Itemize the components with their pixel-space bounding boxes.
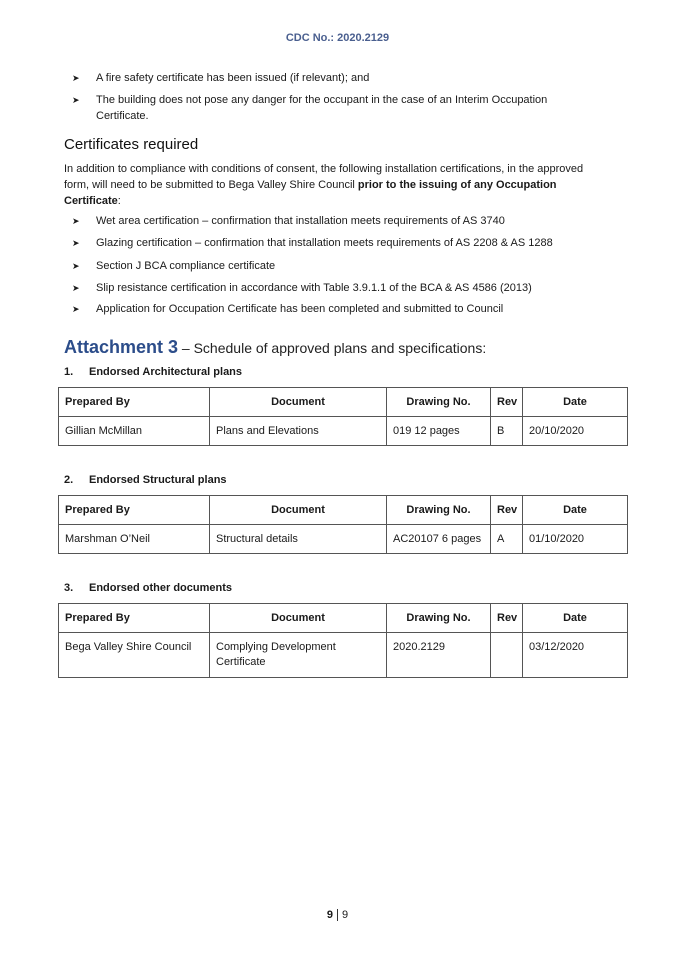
table-cell: Structural details [210, 525, 387, 554]
list-item [64, 258, 584, 274]
table-cell: Complying Development Certificate [210, 633, 387, 678]
table-row [59, 417, 628, 446]
table-row [59, 525, 628, 554]
list-item [64, 280, 584, 296]
table-row [59, 633, 628, 678]
arrow-bullet-icon: ➤ [72, 216, 80, 226]
section-title: Endorsed Architectural plans [89, 366, 243, 378]
section-number: 3. [64, 582, 74, 594]
list-item [64, 70, 584, 86]
plans-table [58, 387, 628, 446]
arrow-bullet-icon: ➤ [72, 73, 80, 83]
column-header: Document [210, 388, 387, 417]
plans-table [58, 603, 628, 678]
bullet-text: A fire safety certificate has been issued (if relevant); and [96, 72, 370, 84]
bullet-text: Section J BCA compliance certificate [96, 260, 276, 272]
certificates-heading: Certificates required [64, 136, 199, 153]
section-title: Endorsed Structural plans [89, 474, 227, 486]
bullet-text: Glazing certification – confirmation that installation meets requirements of AS 2208 & AS 1288 [96, 237, 553, 249]
column-header: Prepared By [59, 496, 210, 525]
footer-divider [337, 909, 338, 921]
column-header: Rev [491, 604, 523, 633]
table-cell: Marshman O’Neil [59, 525, 210, 554]
arrow-bullet-icon: ➤ [72, 95, 80, 105]
attachment-label: Attachment 3 [64, 337, 179, 357]
attachment-subtitle: – Schedule of approved plans and specifications: [178, 340, 487, 356]
bullet-text: Wet area certification – confirmation that installation meets requirements of AS 3740 [96, 215, 505, 227]
arrow-bullet-icon: ➤ [72, 238, 80, 248]
list-item [64, 301, 584, 317]
table-cell: 01/10/2020 [523, 525, 628, 554]
section-title: Endorsed other documents [89, 582, 233, 594]
column-header: Rev [491, 496, 523, 525]
table-header-row [59, 388, 628, 417]
page-number: 9 [326, 909, 333, 921]
page-total: 9 [342, 909, 349, 921]
list-item [64, 213, 584, 229]
plans-table [58, 495, 628, 554]
certificates-intro [64, 161, 584, 209]
table-cell: Plans and Elevations [210, 417, 387, 446]
attachment-heading [64, 337, 486, 358]
table-cell: 03/12/2020 [523, 633, 628, 678]
column-header: Rev [491, 388, 523, 417]
column-header: Prepared By [59, 388, 210, 417]
table-cell: Gillian McMillan [59, 417, 210, 446]
column-header: Drawing No. [387, 496, 491, 525]
table-cell: AC20107 6 pages [387, 525, 491, 554]
column-header: Date [523, 604, 628, 633]
table-cell: 20/10/2020 [523, 417, 628, 446]
bullet-text: Application for Occupation Certificate has been completed and submitted to Council [96, 303, 504, 315]
table-cell: Bega Valley Shire Council [59, 633, 210, 678]
table-cell [491, 633, 523, 678]
arrow-bullet-icon: ➤ [72, 283, 80, 293]
column-header: Drawing No. [387, 604, 491, 633]
column-header: Date [523, 496, 628, 525]
table-cell: 019 12 pages [387, 417, 491, 446]
table-header-row [59, 496, 628, 525]
list-item [64, 92, 584, 124]
bullet-text: Slip resistance certification in accordance with Table 3.9.1.1 of the BCA & AS 4586 (2013) [96, 282, 532, 294]
cdc-number-header: CDC No.: 2020.2129 [285, 32, 390, 44]
section-number: 2. [64, 474, 74, 486]
table-cell: 2020.2129 [387, 633, 491, 678]
list-item [64, 235, 584, 251]
section-heading [64, 366, 242, 378]
column-header: Date [523, 388, 628, 417]
arrow-bullet-icon: ➤ [72, 261, 80, 271]
intro-text: In addition to compliance with conditions of consent, the following installation certifications, in the approved form, will need to be submitted to Bega Valley Shire Council [64, 163, 584, 191]
table-header-row [59, 604, 628, 633]
bullet-text: The building does not pose any danger for the occupant in the case of an Interim Occupation Certificate. [96, 94, 548, 122]
section-number: 1. [64, 366, 74, 378]
column-header: Document [210, 604, 387, 633]
table-cell: A [491, 525, 523, 554]
intro-end: : [117, 195, 121, 207]
arrow-bullet-icon: ➤ [72, 304, 80, 314]
section-heading [64, 474, 227, 486]
intro-bold-text: prior to the issuing of any Occupation Certificate [64, 179, 557, 207]
page-footer [0, 909, 675, 921]
column-header: Document [210, 496, 387, 525]
column-header: Drawing No. [387, 388, 491, 417]
section-heading [64, 582, 232, 594]
table-cell: B [491, 417, 523, 446]
column-header: Prepared By [59, 604, 210, 633]
